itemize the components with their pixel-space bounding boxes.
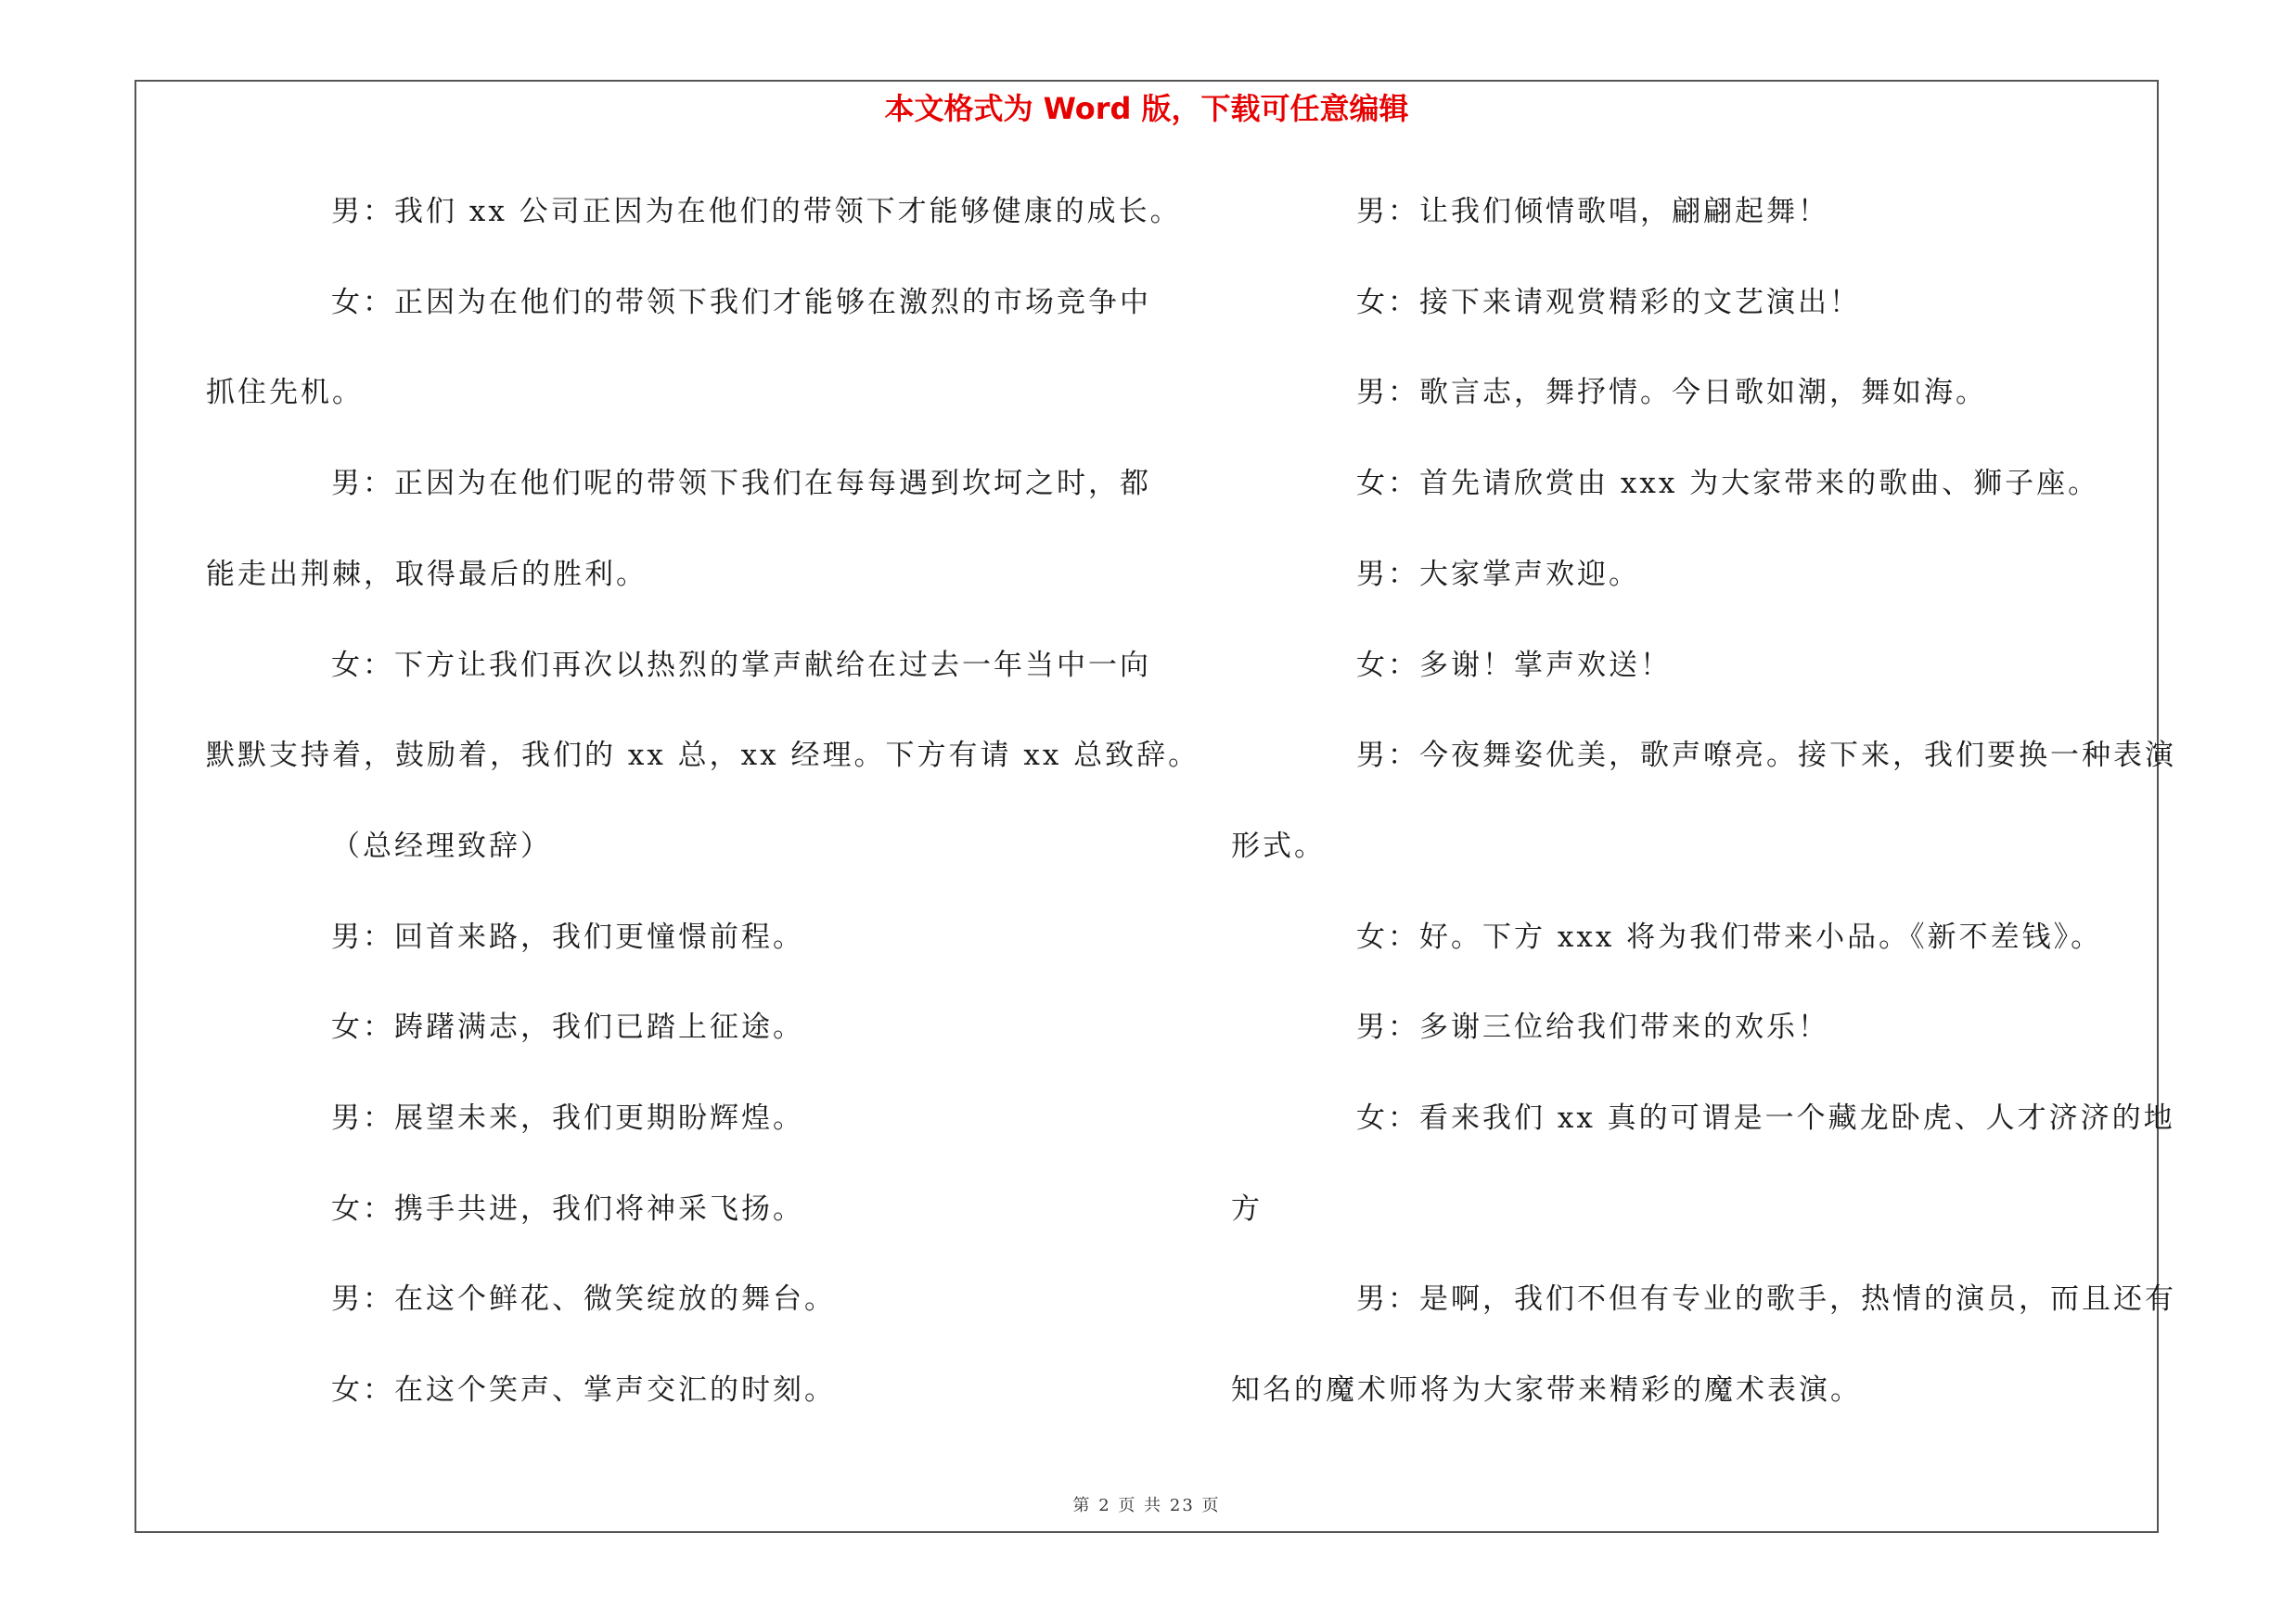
text-line: 男：是啊，我们不但有专业的歌手，热情的演员，而且还有 <box>1356 1282 2176 1316</box>
text-line: 女：踌躇满志，我们已踏上征途。 <box>331 1011 804 1044</box>
text-line: 女：首先请欣赏由 xxx 为大家带来的歌曲、狮子座。 <box>1356 467 2100 500</box>
text-line: 女：携手共进，我们将神采飞扬。 <box>331 1192 804 1226</box>
text-line: 男：歌言志，舞抒情。今日歌如潮，舞如海。 <box>1356 376 1987 409</box>
text-line: 抓住先机。 <box>206 376 364 409</box>
page-mid: 页 共 <box>1118 1496 1163 1515</box>
text-line: 女：多谢！掌声欢送！ <box>1356 649 1672 682</box>
text-line: 男：大家掌声欢迎。 <box>1356 558 1640 591</box>
text-line: 男：让我们倾情歌唱，翩翩起舞！ <box>1356 195 1829 228</box>
text-line: 知名的魔术师将为大家带来精彩的魔术表演。 <box>1231 1373 1862 1407</box>
text-line: 男：回首来路，我们更憧憬前程。 <box>331 921 804 954</box>
page-total: 23 <box>1169 1496 1195 1515</box>
page-current: 2 <box>1098 1496 1111 1515</box>
text-line: 女：看来我们 xx 真的可谓是一个藏龙卧虎、人才济济的地 <box>1356 1101 2175 1135</box>
text-line: 方 <box>1231 1192 1263 1226</box>
text-line: 女：好。下方 xxx 将为我们带来小品。《新不差钱》。 <box>1356 921 2103 954</box>
text-line: 男：我们 xx 公司正因为在他们的带领下才能够健康的成长。 <box>331 195 1182 228</box>
document-banner: 本文格式为 Word 版，下载可任意编辑 <box>884 91 1409 126</box>
page-prefix: 第 <box>1072 1496 1092 1515</box>
text-line: 男：今夜舞姿优美，歌声嘹亮。接下来，我们要换一种表演 <box>1356 739 2176 772</box>
text-line: 女：在这个笑声、掌声交汇的时刻。 <box>331 1373 836 1407</box>
text-line: 男：正因为在他们呢的带领下我们在每每遇到坎坷之时，都 <box>331 467 1151 500</box>
text-line: 女：下方让我们再次以热烈的掌声献给在过去一年当中一向 <box>331 649 1151 682</box>
text-line: 形式。 <box>1231 830 1326 863</box>
text-line: 能走出荆棘，取得最后的胜利。 <box>206 558 648 591</box>
page-suffix: 页 <box>1201 1496 1221 1515</box>
text-line: 男：展望未来，我们更期盼辉煌。 <box>331 1101 804 1135</box>
text-line: （总经理致辞） <box>331 830 552 863</box>
text-line: 女：正因为在他们的带领下我们才能够在激烈的市场竞争中 <box>331 286 1151 319</box>
text-line: 男：在这个鲜花、微笑绽放的舞台。 <box>331 1282 836 1316</box>
page-number-footer <box>135 1494 2159 1518</box>
text-line: 默默支持着，鼓励着，我们的 xx 总，xx 经理。下方有请 xx 总致辞。 <box>206 739 1200 772</box>
text-line: 女：接下来请观赏精彩的文艺演出！ <box>1356 286 1861 319</box>
text-line: 男：多谢三位给我们带来的欢乐！ <box>1356 1011 1829 1044</box>
